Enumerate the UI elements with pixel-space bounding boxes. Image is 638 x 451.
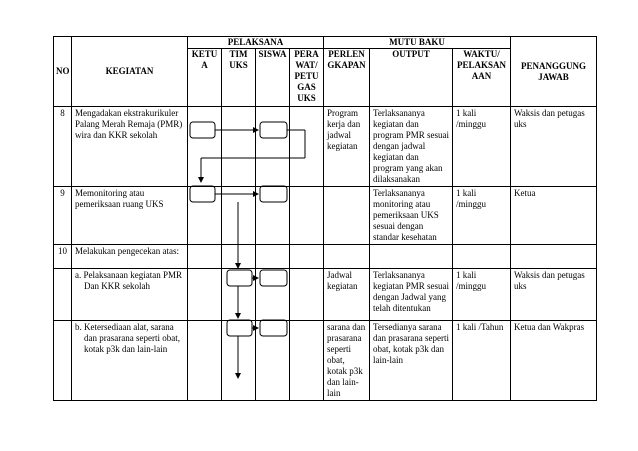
time-cell: [453, 245, 511, 269]
tim-uks-flow-cell: [222, 321, 256, 401]
row-number: 10: [54, 245, 72, 269]
header-perlengkapan: PERLEN GKAPAN: [324, 49, 370, 107]
responsible-cell: Ketua: [511, 187, 597, 245]
output-cell: Terlaksananya kegiatan PMR sesuai dengan Jadwal yang telah ditentukan: [370, 269, 453, 321]
activity-cell: [72, 321, 188, 401]
output-cell: Terlaksananya monitoring atau pemeriksaan UKS sesuai dengan standar kesehatan: [370, 187, 453, 245]
row-number: [54, 321, 72, 401]
header-pelaksana: PELAKSANA: [188, 37, 324, 49]
equipment-cell: [324, 245, 370, 269]
output-cell: Terlaksananya kegiatan dan program PMR sesuai dengan jadwal kegiatan dan program yang akan dilaksanakan: [370, 107, 453, 187]
time-cell: 1 kali /minggu: [453, 187, 511, 245]
ketua-flow-cell: [188, 321, 222, 401]
sub-activity-label: a. Pelaksanaan kegiatan PMR Dan KKR sekolah: [75, 270, 182, 291]
siswa-flow-cell: [256, 321, 290, 401]
siswa-flow-cell: [256, 245, 290, 269]
header-output: OUTPUT: [370, 49, 453, 107]
time-cell: 1 kali /Tahun: [453, 321, 511, 401]
activity-cell: Mengadakan ekstrakurikuler Palang Merah Remaja (PMR) wira dan KKR sekolah: [72, 107, 188, 187]
perawat-flow-cell: [290, 107, 324, 187]
tim-uks-flow-cell: [222, 245, 256, 269]
ketua-flow-cell: [188, 187, 222, 245]
responsible-cell: Waksis dan petugas uks: [511, 107, 597, 187]
responsible-cell: Waksis dan petugas uks: [511, 269, 597, 321]
ketua-flow-cell: [188, 269, 222, 321]
sop-table: [53, 36, 597, 401]
perawat-flow-cell: [290, 245, 324, 269]
output-cell: [370, 245, 453, 269]
equipment-cell: Jadwal kegiatan: [324, 269, 370, 321]
table-row: [54, 245, 597, 269]
header-penanggung-jawab: PENANGGUNG JAWAB: [511, 37, 597, 107]
activity-cell: Melakukan pengecekan atas:: [72, 245, 188, 269]
row-number: [54, 269, 72, 321]
perawat-flow-cell: [290, 187, 324, 245]
time-cell: 1 kali /minggu: [453, 107, 511, 187]
row-number: 9: [54, 187, 72, 245]
equipment-cell: Program kerja dan jadwal kegiatan: [324, 107, 370, 187]
header-perawat: PERA WAT/ PETU GAS UKS: [290, 49, 324, 107]
siswa-flow-cell: [256, 269, 290, 321]
tim-uks-flow-cell: [222, 187, 256, 245]
table-row: [54, 269, 597, 321]
siswa-flow-cell: [256, 187, 290, 245]
table-row: [54, 321, 597, 401]
siswa-flow-cell: [256, 107, 290, 187]
header-row-1: [54, 37, 597, 49]
header-ketua: KETU A: [188, 49, 222, 107]
tim-uks-flow-cell: [222, 269, 256, 321]
time-cell: 1 kali /minggu: [453, 269, 511, 321]
perawat-flow-cell: [290, 269, 324, 321]
responsible-cell: Ketua dan Wakpras: [511, 321, 597, 401]
header-waktu: WAKTU/ PELAKSAN AAN: [453, 49, 511, 107]
header-mutu-baku: MUTU BAKU: [324, 37, 511, 49]
header-tim-uks: TIM UKS: [222, 49, 256, 107]
ketua-flow-cell: [188, 107, 222, 187]
header-no: NO: [54, 37, 72, 107]
ketua-flow-cell: [188, 245, 222, 269]
responsible-cell: [511, 245, 597, 269]
table-row: [54, 187, 597, 245]
sub-activity-label: b. Ketersediaan alat, sarana dan prasarana seperti obat, kotak p3k dan lain-lain: [75, 322, 180, 354]
output-cell: Tersedianya sarana dan prasarana seperti obat, kotak p3k dan lain-lain: [370, 321, 453, 401]
equipment-cell: sarana dan prasarana seperti obat, kotak p3k dan lain-lain: [324, 321, 370, 401]
table-row: [54, 107, 597, 187]
equipment-cell: [324, 187, 370, 245]
header-kegiatan: KEGIATAN: [72, 37, 188, 107]
perawat-flow-cell: [290, 321, 324, 401]
activity-cell: Memonitoring atau pemeriksaan ruang UKS: [72, 187, 188, 245]
activity-cell: [72, 269, 188, 321]
tim-uks-flow-cell: [222, 107, 256, 187]
row-number: 8: [54, 107, 72, 187]
header-siswa: SISWA: [256, 49, 290, 107]
